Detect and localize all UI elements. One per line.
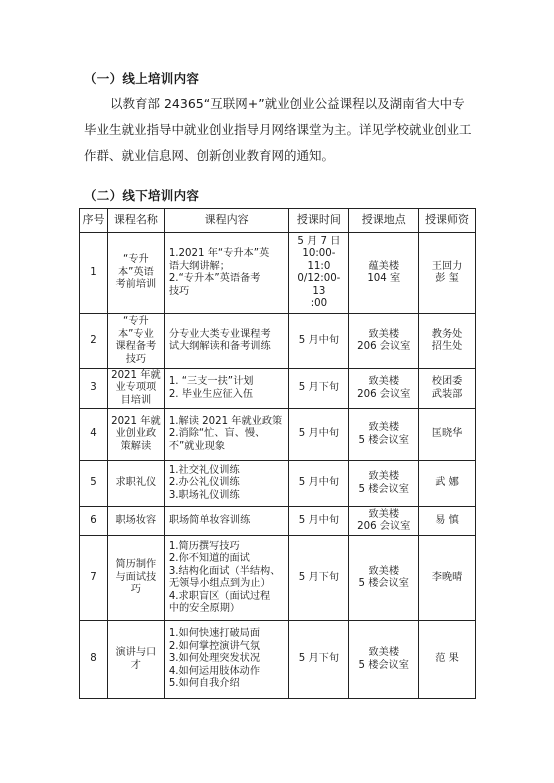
course-name-line: 策解读	[120, 440, 152, 452]
teacher-cell	[419, 536, 476, 621]
course-content-line: 5.如何自我介绍	[168, 678, 240, 690]
place-cell	[349, 369, 419, 409]
course-content-cell	[164, 233, 289, 314]
time-cell	[289, 409, 349, 461]
course-content-line: 1.简历撰写技巧	[168, 540, 240, 552]
course-content-line: 职场简单妆容训练	[168, 514, 251, 526]
place-cell	[349, 461, 419, 507]
teacher-line: 校团委	[431, 376, 463, 387]
course-content-line: 1. “三支一扶”计划	[168, 376, 254, 387]
course-content-cell	[164, 409, 289, 461]
time-cell	[289, 314, 349, 369]
course-name-line: 业专项项	[115, 382, 157, 394]
course-content-line: 技巧	[168, 285, 190, 297]
course-name-line: 求职礼仪	[115, 477, 157, 489]
course-name-line: 2021 年就	[111, 369, 161, 381]
time-line: 0/12:00-13	[297, 273, 341, 297]
course-name-line: 目培训	[120, 394, 152, 406]
course-content-line: 分专业大类专业课程考	[168, 328, 271, 340]
course-content-line: 2.如何掌控演讲气氛	[168, 640, 261, 652]
header-no: 序号	[80, 209, 108, 233]
training-table	[79, 208, 476, 699]
teacher-cell	[419, 461, 476, 507]
row-number-cell: 4	[80, 409, 108, 461]
course-content-line: 中的安全原期）	[168, 603, 241, 614]
course-name-line: 职场妆容	[115, 514, 157, 526]
table-row	[80, 314, 476, 369]
course-content-cell	[164, 369, 289, 409]
table-header-row	[80, 209, 476, 233]
course-name-line: 本”英语	[117, 266, 154, 278]
header-course-name: 课程名称	[107, 209, 164, 233]
teacher-line: 招生处	[431, 341, 463, 352]
course-name-cell	[107, 621, 164, 699]
teacher-line: 武 娜	[435, 477, 459, 489]
header-place: 授课地点	[349, 209, 419, 233]
teacher-cell	[419, 369, 476, 409]
row-number-cell: 1	[80, 233, 108, 314]
course-name-cell	[107, 507, 164, 536]
course-name-cell	[107, 233, 164, 314]
place-line: 致美楼	[368, 647, 400, 658]
place-cell	[349, 409, 419, 461]
place-line: 5 楼会议室	[358, 659, 409, 671]
course-name-cell	[107, 314, 164, 369]
course-content-line: 4.求职盲区（面试过程	[168, 590, 271, 602]
course-name-line: 课程备考	[115, 341, 157, 352]
place-line: 致美楼	[368, 328, 400, 340]
place-line: 致美楼	[368, 422, 400, 433]
course-name-line: “专升	[123, 254, 149, 266]
course-content-cell	[164, 314, 289, 369]
time-cell	[289, 621, 349, 699]
time-cell	[289, 233, 349, 314]
table-row	[80, 409, 476, 461]
row-number-cell: 7	[80, 536, 108, 621]
row-number-cell: 8	[80, 621, 108, 699]
place-cell	[349, 536, 419, 621]
course-name-line: 与面试技	[115, 571, 157, 583]
course-content-line: 4.如何运用肢体动作	[168, 665, 261, 677]
place-line: 104 室	[367, 273, 401, 284]
place-cell	[349, 314, 419, 369]
time-cell	[289, 507, 349, 536]
teacher-line: 范 果	[435, 653, 459, 665]
place-line: 致美楼	[368, 471, 400, 482]
course-content-line: 试大纲解读和备考训练	[168, 341, 271, 352]
course-name-line: 才	[130, 659, 141, 671]
course-content-line: 无领导小组点到为止）	[168, 578, 271, 589]
teacher-cell	[419, 233, 476, 314]
teacher-line: 王回力	[431, 260, 463, 272]
place-line: 5 楼会议室	[358, 434, 409, 446]
table-row	[80, 369, 476, 409]
time-line: 5 月中旬	[298, 477, 340, 489]
teacher-cell	[419, 314, 476, 369]
place-line: 5 楼会议室	[358, 483, 409, 495]
course-content-cell	[164, 536, 289, 621]
course-content-cell	[164, 461, 289, 507]
place-line: 致美楼	[368, 508, 400, 520]
place-line: 蕴美楼	[368, 260, 400, 272]
course-name-line: 演讲与口	[115, 647, 157, 658]
course-content-line: 2.办公礼仪训练	[168, 477, 240, 489]
course-content-line: 2.“专升本”英语备考	[168, 273, 261, 284]
course-content-cell	[164, 507, 289, 536]
time-line: 5 月下旬	[298, 653, 340, 665]
course-name-cell	[107, 369, 164, 409]
place-line: 致美楼	[368, 565, 400, 577]
table-row	[80, 507, 476, 536]
teacher-line: 武装部	[431, 388, 463, 400]
place-line: 206 会议室	[357, 341, 411, 352]
course-content-line: 1.2021 年“专升本”英	[168, 248, 270, 259]
teacher-line: 匡晓华	[431, 428, 463, 440]
course-content-line: 不”就业现象	[168, 440, 226, 452]
course-content-line: 3.职场礼仪训练	[168, 489, 240, 501]
course-name-line: 2021 年就	[111, 415, 161, 427]
place-cell	[349, 507, 419, 536]
time-line: 5 月中旬	[298, 428, 340, 440]
course-name-line: 考前培训	[115, 279, 157, 291]
place-line: 致美楼	[368, 376, 400, 387]
row-number-cell: 2	[80, 314, 108, 369]
course-content-line: 1.解读 2021 年就业政策	[168, 415, 283, 427]
time-line: 5 月 7 日	[297, 235, 341, 247]
course-name-line: 本”专业	[117, 328, 154, 340]
course-name-cell	[107, 409, 164, 461]
time-line: 10:00-11:0	[302, 248, 336, 272]
course-name-line: 简历制作	[115, 559, 157, 571]
online-paragraph-text: 以教育部 24365“互联网+”就业创业公益课程以及湖南省大中专毕业生就业指导中就业创业指导月网络课堂为主。详见学校就业创业工作群、就业信息网、创新创业教育网的通知。	[84, 96, 472, 163]
place-line: 5 楼会议室	[358, 578, 409, 589]
course-name-line: 技巧	[125, 353, 147, 365]
section-heading-online: （一）线上培训内容	[84, 71, 200, 86]
table-row	[80, 233, 476, 314]
course-content-line: 语大纲讲解；	[168, 260, 230, 272]
header-time: 授课时间	[289, 209, 349, 233]
course-name-line: “专升	[123, 316, 149, 327]
course-content-cell	[164, 621, 289, 699]
table-row	[80, 536, 476, 621]
course-content-line: 2. 毕业生应征入伍	[168, 388, 254, 400]
teacher-cell	[419, 621, 476, 699]
table-row	[80, 621, 476, 699]
time-cell	[289, 461, 349, 507]
place-line: 206 会议室	[357, 521, 411, 532]
row-number-cell: 5	[80, 461, 108, 507]
table-row	[80, 461, 476, 507]
teacher-line: 易 慎	[435, 514, 459, 526]
course-content-line: 2.消除“忙、盲、慢、	[168, 428, 266, 440]
course-content-line: 3.如何处理突发状况	[168, 653, 261, 665]
course-content-line: 1.社交礼仪训练	[168, 464, 240, 476]
header-teacher: 授课师资	[419, 209, 476, 233]
time-line: 5 月下旬	[298, 382, 340, 394]
place-cell	[349, 621, 419, 699]
time-line: 5 月中旬	[298, 514, 340, 526]
course-name-line: 巧	[130, 584, 141, 596]
time-line: :00	[310, 298, 328, 309]
teacher-line: 彭 玺	[435, 273, 459, 284]
header-course-content: 课程内容	[164, 209, 289, 233]
teacher-cell	[419, 409, 476, 461]
teacher-line: 李晚晴	[431, 571, 463, 583]
course-name-cell	[107, 536, 164, 621]
teacher-line: 教务处	[431, 328, 463, 340]
course-name-line: 业创业政	[115, 428, 157, 440]
place-line: 206 会议室	[357, 388, 411, 400]
online-paragraph	[84, 91, 476, 169]
course-content-line: 1.如何快速打破局面	[168, 628, 261, 640]
course-content-line: 2.你不知道的面试	[168, 553, 250, 564]
place-cell	[349, 233, 419, 314]
course-content-line: 3.结构化面试（半结构、	[168, 565, 281, 577]
row-number-cell: 3	[80, 369, 108, 409]
time-line: 5 月下旬	[298, 571, 340, 583]
row-number-cell: 6	[80, 507, 108, 536]
time-cell	[289, 369, 349, 409]
teacher-cell	[419, 507, 476, 536]
time-line: 5 月中旬	[298, 334, 340, 346]
time-cell	[289, 536, 349, 621]
section-heading-offline: （二）线下培训内容	[84, 188, 200, 203]
course-name-cell	[107, 461, 164, 507]
